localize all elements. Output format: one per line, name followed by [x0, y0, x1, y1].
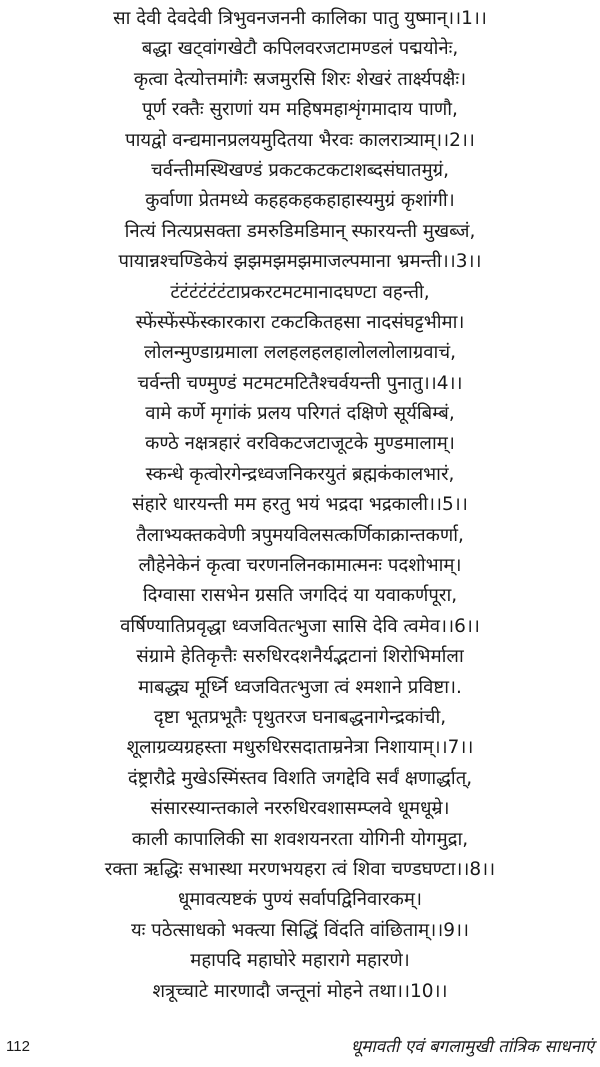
verse-line: स्कन्धे कृत्वोरगेन्द्रध्वजनिकरयुतं ब्रह्मकंकालभारं, — [145, 463, 455, 485]
verse-line: नित्यं नित्यप्रसक्ता डमरुडिमडिमान् स्फारयन्ती मुखब्जं, — [124, 220, 476, 242]
verse-line: दंष्ट्रारौद्रे मुखेऽस्मिंस्तव विशति जगद्देवि सर्वं क्षणार्द्धात्, — [127, 767, 473, 789]
verse-line: कृत्वा देत्योत्तमांगैः स्रजमुरसि शिरः शेखरं तार्क्ष्यपक्षैः। — [133, 68, 467, 90]
verse-line: पायान्नश्चण्डिकेयं झझमझमझमाजल्पमाना भ्रमन्ती।।3।। — [118, 251, 482, 273]
running-title: धूमावती एवं बगलामुखी तांत्रिक साधनाएं — [350, 1037, 594, 1057]
verse-line: संहारे धारयन्ती मम हरतु भयं भद्रदा भद्रकाली।।5।। — [132, 494, 468, 516]
verse-line: चर्वन्तीमस्थिखण्डं प्रकटकटकटाशब्दसंघातमुग्रं, — [151, 159, 449, 181]
verse-line: लौहेनेकेनं कृत्वा चरणनलिनकामात्मनः पदशोभाम्। — [138, 555, 462, 577]
verse-line: महापदि महाघोरे महारागे महारणे। — [190, 950, 410, 972]
verse-line: संसारस्यान्तकाले नररुधिरवशासम्प्लवे धूमधूम्रे। — [150, 798, 450, 820]
verse-line: शत्रूच्चाटे मारणादौ जन्तूनां मोहने तथा।।10।। — [152, 980, 448, 1002]
verse-line: संग्रामे हेतिकृत्तैः सरुधिरदशनैर्यद्भटानां शिरोभिर्माला — [136, 646, 464, 668]
verse-line: लोलन्मुण्डाग्रमाला ललहलहलहालोललोलाग्रवाचं, — [144, 342, 456, 364]
verse-line: काली कापालिकी सा शवशयनरता योगिनी योगमुद्रा, — [131, 828, 469, 850]
verse-line: कुर्वाणा प्रेतमध्ये कहहकहकहाहास्यमुग्रं कृशांगी। — [145, 190, 455, 212]
verse-line: पायद्वो वन्द्यमानप्रलयमुदितया भैरवः कालरात्र्याम्।।2।। — [125, 129, 475, 151]
verse-line: रक्ता ऋद्धिः सभास्था मरणभयहरा त्वं शिवा चण्डघण्टा।।8।। — [104, 858, 496, 880]
verse-line: स्फेंस्फेंस्फेंस्कारकारा टकटकितहसा नादसंघट्टभीमा। — [135, 311, 465, 333]
verse-line: माबद्ध्य मूर्ध्नि ध्वजवितत्भुजा त्वं श्मशाने प्रविष्टा।. — [138, 676, 462, 698]
verse-line: तैलाभ्यक्तकवेणी त्रपुमयविलसत्कर्णिकाक्रान्तकर्णा, — [136, 524, 464, 546]
verse-line: शूलाग्रव्यग्रहस्ता मधुरुधिरसदाताम्रनेत्रा निशायाम्।।7।। — [126, 737, 474, 759]
verse-line: धूमावत्यष्टकं पुण्यं सर्वापद्विनिवारकम्। — [178, 889, 422, 911]
verse-line: बद्धा खट्वांगखेटौ कपिलवरजटामण्डलं पद्मयोनेः, — [141, 38, 459, 60]
verse-line: वर्षिण्यातिप्रवृद्धा ध्वजवितत्भुजा सासि देवि त्वमेव।।6।। — [120, 615, 480, 637]
verse-line: सा देवी देवदेवी त्रिभुवनजननी कालिका पातु युष्मान्।।1।। — [113, 8, 487, 29]
verse-line: दिग्वासा रासभेन ग्रसति जगदिदं या यवाकर्णपूरा, — [142, 585, 458, 607]
verse-line: कण्ठे नक्षत्रहारं वरविकटजटाजूटके मुण्डमालाम्। — [145, 433, 455, 455]
verse-line: चर्वन्ती चण्मुण्डं मटमटमटितैश्चर्वयन्ती पुनातु।।4।। — [137, 372, 463, 394]
verse-line: टंटंटंटंटंटंटाप्रकरटमटमानादघण्टा वहन्ती, — [170, 281, 430, 303]
page-footer — [0, 1030, 600, 1062]
verse-line: पूर्ण रक्तैः सुराणां यम महिषमहाशृंगमादाय पाणौ, — [142, 99, 458, 121]
page-number: 112 — [6, 1038, 30, 1055]
verse-line: वामे कर्णे मृगांकं प्रलय परिगतं दक्षिणे सूर्यबिम्बं, — [145, 403, 455, 425]
verse-line: दृष्टा भूतप्रभूतैः पृथुतरज घनाबद्धनागेन्द्रकांची, — [153, 706, 447, 728]
verse-line: यः पठेत्साधको भक्त्या सिद्धिं विंदति वांछिताम्।।9।। — [130, 919, 470, 941]
verse-text-block — [40, 4, 560, 1007]
